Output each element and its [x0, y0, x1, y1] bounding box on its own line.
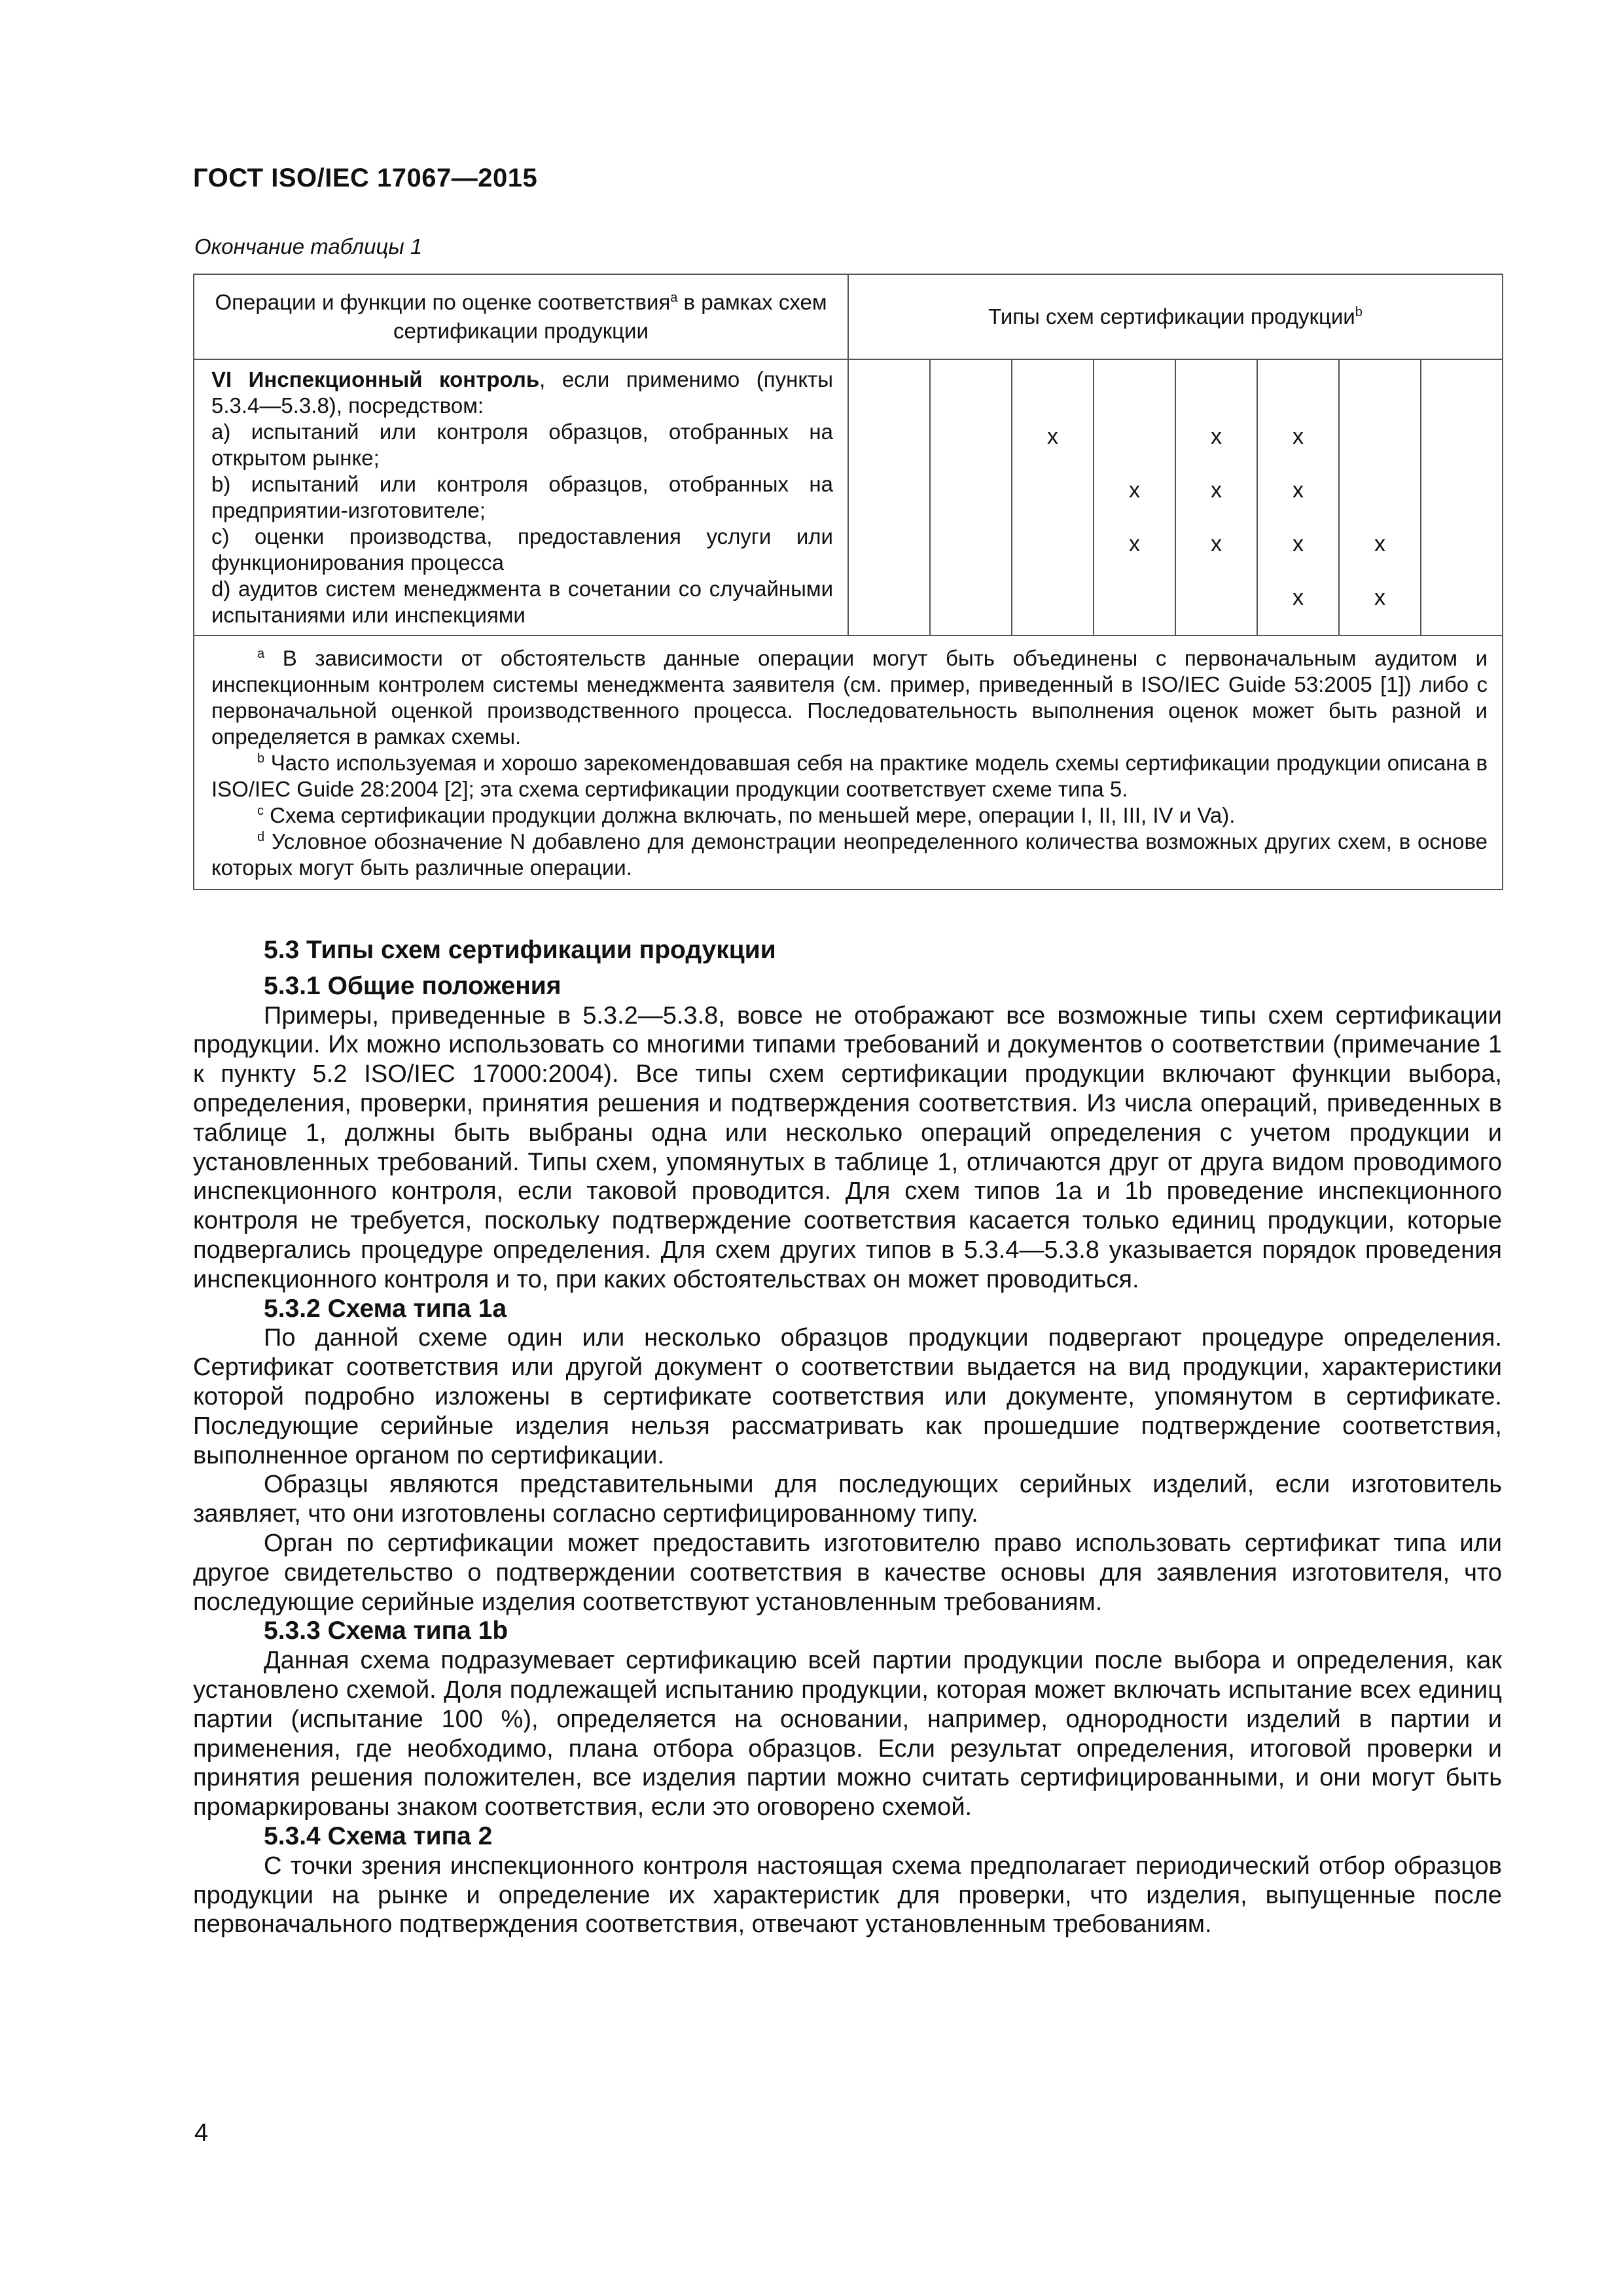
- mark-cell: [1421, 476, 1502, 504]
- mark-cell: [849, 530, 929, 558]
- mark-cell: [849, 476, 929, 504]
- scheme-column: [1257, 359, 1339, 636]
- mark-cell: [849, 584, 929, 611]
- footnote-a: $^a$ В зависимости от обстоятельств данные операции могут быть объединены с первоначальным аудитом и инспекционным контролем системы менеджмента заявителя (см. пример, приведенный в ISO/IEC Guide 53:2005 [1]) либо с первоначальной оценкой производственного процесса. Последовательность выполнения оценок может быть разной и определяется в рамках схемы.: [211, 646, 1488, 749]
- paragraph-5-3-2-2: Образцы являются представительными для последующих серийных изделий, если изготовитель заявляет, что они изготовлены согласно сертифицированному типу.: [193, 1471, 1502, 1528]
- mark-cell: [1012, 530, 1093, 558]
- mark-cell: x: [1047, 424, 1058, 449]
- page-number: 4: [194, 2119, 209, 2147]
- scheme-column: [1421, 359, 1503, 636]
- mark-cell: [1176, 584, 1257, 611]
- mark-cell: [1421, 584, 1502, 611]
- table-caption: Окончание таблицы 1: [194, 234, 423, 259]
- mark-cell: [931, 476, 1011, 504]
- mark-cell: [1012, 584, 1093, 611]
- operation-item-b: b) испытаний или контроля образцов, отобранных на предприятии-изготовителе;: [211, 472, 833, 522]
- header-scheme-types: Типы схем сертификации продукции$^b$: [848, 274, 1503, 359]
- mark-cell: [849, 423, 929, 450]
- mark-cell: [931, 530, 1011, 558]
- scheme-column: [1012, 359, 1094, 636]
- table-row-vi: [194, 359, 1503, 636]
- mark-cell: x: [1211, 531, 1222, 556]
- mark-cell: x: [1293, 585, 1304, 610]
- mark-cell: [931, 423, 1011, 450]
- mark-cell: [1094, 584, 1175, 611]
- mark-cell: x: [1374, 585, 1385, 610]
- paragraph-5-3-1: Примеры, приведенные в 5.3.2—5.3.8, вовсе не отображают все возможные типы схем сертификации продукции. Их можно использовать со многими типами требований и документов о соответствии (примечание 1 к пункту 5.2 ISO/IEC 17000:2004). Все типы схем сертификации продукции включают функции выбора, определения, проверки, принятия решения и подтверждения соответствия. Из числа операций, приведенных в таблице 1, должны быть выбраны одна или несколько операций определения с учетом продукции и установленных требований. Типы схем, упомянутых в таблице 1, отличаются друг от друга видом проводимого инспекционного контроля, если таковой проводится. Для схем типов 1a и 1b проведение инспекционного контроля не требуется, поскольку подтверждение соответствия касается только единиц продукции, которые подвергались процедуре определения. Для схем других типов в 5.3.4—5.3.8 указывается порядок проведения инспекционного контроля и то, при каких обстоятельствах он может проводиться.: [193, 1001, 1502, 1293]
- mark-cell: [1012, 476, 1093, 504]
- heading-5-3: 5.3 Типы схем сертификации продукции: [264, 936, 776, 964]
- heading-5-3-3: 5.3.3 Схема типа 1b: [264, 1617, 508, 1645]
- scheme-column: [848, 359, 930, 636]
- operation-title: VI Инспекционный контроль, если применимо (пункты 5.3.4—5.3.8), посредством:: [211, 367, 833, 418]
- mark-cell: x: [1211, 424, 1222, 449]
- mark-cell: [1421, 530, 1502, 558]
- footnotes-cell: [194, 636, 1503, 889]
- mark-cell: x: [1129, 531, 1140, 556]
- scheme-column: [930, 359, 1012, 636]
- heading-5-3-2: 5.3.2 Схема типа 1a: [264, 1294, 507, 1323]
- heading-5-3-4: 5.3.4 Схема типа 2: [264, 1821, 493, 1850]
- operations-cell: [194, 359, 848, 636]
- operation-item-d: d) аудитов систем менеджмента в сочетании со случайными испытаниями или инспекциями: [211, 577, 833, 627]
- operation-item-a: a) испытаний или контроля образцов, отобранных на открытом рынке;: [211, 420, 833, 470]
- paragraph-5-3-4: С точки зрения инспекционного контроля настоящая схема предполагает периодический отбор образцов продукции на рынке и определение их характеристик для проверки, что изделия, выпущенные после первоначального подтверждения соответствия, отвечают установленным требованиям.: [193, 1852, 1502, 1939]
- mark-cell: [1421, 423, 1502, 450]
- heading-5-3-1: 5.3.1 Общие положения: [264, 971, 562, 1000]
- document-header: ГОСТ ISO/IEC 17067—2015: [193, 164, 538, 192]
- scheme-column: [1175, 359, 1257, 636]
- paragraph-5-3-2-3: Орган по сертификации может предоставить изготовителю право использовать сертификат типа или другое свидетельство о подтверждении соответствия в качестве основы для заявления изготовителя, что последующие серийные изделия соответствуют установленным требованиям.: [193, 1529, 1502, 1616]
- mark-cell: x: [1293, 478, 1304, 503]
- certification-table: [193, 274, 1503, 890]
- mark-cell: x: [1211, 478, 1222, 503]
- paragraph-5-3-2-1: По данной схеме один или несколько образцов продукции подвергают процедуре определения. Сертификат соответствия или другой документ о соответствии выдается на вид продукции, характеристики которой подробно изложены в сертификате соответствия или документе, упомянутом в сертификате. Последующие серийные изделия нельзя рассматривать как прошедшие подтверждение соответствия, выполненное органом по сертификации.: [193, 1324, 1502, 1469]
- paragraph-5-3-3: Данная схема подразумевает сертификацию всей партии продукции после выбора и определения, как установлено схемой. Доля подлежащей испытанию продукции, которая может включать испытание всех единиц партии (испытание 100 %), определяется на основании, например, однородности изделий в партии и применения, где необходимо, плана отбора образцов. Если результат определения, итоговой проверки и принятия решения положителен, все изделия партии можно считать сертифицированными, и они могут быть промаркированы знаком соответствия, если это оговорено схемой.: [193, 1647, 1502, 1821]
- footnote-d: $^d$ Условное обозначение N добавлено для демонстрации неопределенного количества возможных других схем, в основе которых могут быть различные операции.: [211, 829, 1488, 880]
- mark-cell: [931, 584, 1011, 611]
- scheme-column: [1339, 359, 1421, 636]
- mark-cell: x: [1293, 424, 1304, 449]
- scheme-column: [1094, 359, 1175, 636]
- table-footnotes-row: [194, 636, 1503, 889]
- footnote-c: $^c$ Схема сертификации продукции должна включать, по меньшей мере, операции I, II, III, IV и Va).: [257, 803, 1236, 827]
- mark-cell: x: [1374, 531, 1385, 556]
- header-operations: Операции и функции по оценке соответствия$^a$ в рамках схем сертификации продукции: [194, 274, 848, 359]
- footnote-b: $^b$ Часто используемая и хорошо зарекомендовавшая себя на практике модель схемы сертификации продукции описана в ISO/IEC Guide 28:2004 [2]; эта схема сертификации продукции соответствует схеме типа 5.: [211, 751, 1488, 801]
- mark-cell: [1094, 423, 1175, 450]
- operation-item-c: c) оценки производства, предоставления услуги или функционирования процесса: [211, 524, 833, 575]
- section-body: [193, 936, 1502, 1939]
- mark-cell: x: [1129, 478, 1140, 503]
- mark-cell: [1340, 423, 1420, 450]
- mark-cell: [1340, 476, 1420, 504]
- table-header-row: [194, 274, 1503, 359]
- mark-cell: x: [1293, 531, 1304, 556]
